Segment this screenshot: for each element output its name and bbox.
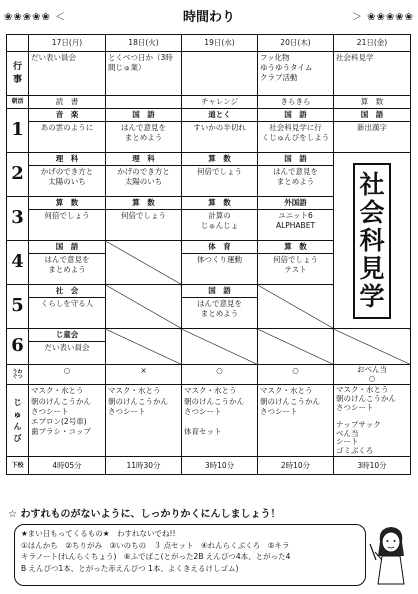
daily-items-box <box>14 524 366 586</box>
lesson-topic: あの雲のように <box>40 123 94 133</box>
teacher-illustration-icon <box>368 522 414 588</box>
event-cell: 社会科見学 <box>334 52 411 96</box>
field-trip-char: 社 <box>359 169 385 199</box>
side-label-gekou: 下校 <box>7 457 29 475</box>
page-title: 時間わり <box>182 10 235 25</box>
flower-decoration-left: ❀❀❀❀❀ ＜ <box>4 12 67 23</box>
no-class-cell <box>334 329 411 365</box>
field-trip-cell <box>334 153 411 329</box>
no-class-cell <box>258 329 334 365</box>
subject-label: 算 数 <box>182 198 257 210</box>
subject-label: 算 数 <box>182 154 257 166</box>
uwagutsu-cell: ○ <box>182 365 258 385</box>
preparation-cell: マスク・水とう 朝のけんこうかん さつシート 体育セット <box>182 385 258 457</box>
no-class-cell <box>182 329 258 365</box>
event-cell: とくべつ日か（3時間じゅ業） <box>106 52 182 96</box>
lesson-topic: 何倍でしょう <box>197 167 242 177</box>
period-5-label: 5 <box>7 285 29 329</box>
lesson-topic: 何倍でしょう <box>121 211 166 221</box>
morning-activity-cell: 読 書 <box>29 96 106 109</box>
field-trip-char: 学 <box>359 281 385 311</box>
lesson-cell <box>258 153 334 197</box>
no-class-cell <box>258 285 334 329</box>
field-trip-banner <box>353 163 390 319</box>
uwagutsu-cell: ○ <box>258 365 334 385</box>
lesson-cell <box>182 153 258 197</box>
subject-label: 道とく <box>182 110 257 122</box>
daily-items-heading: ★まい日もってくるもの★ わすれないでね!! <box>21 529 176 538</box>
preparation-cell: マスク・水とう 朝のけんこうかん さつシート <box>106 385 182 457</box>
day-header: 20日(木) <box>258 35 334 52</box>
reminder-notice: ☆ わすれものがないように、しっかりかくにんしましょう！ <box>8 509 281 520</box>
lesson-cell <box>182 241 258 285</box>
period-6-label: 6 <box>7 329 29 365</box>
subject-label: 国 語 <box>334 110 410 122</box>
subject-label: じ童会 <box>29 330 105 342</box>
morning-activity-cell: 算 数 <box>334 96 411 109</box>
corner-cell <box>7 35 29 52</box>
day-header: 21日(金) <box>334 35 411 52</box>
side-label-asakatsu: 朝活 <box>7 96 29 109</box>
header <box>0 0 418 30</box>
lesson-cell <box>182 109 258 153</box>
morning-activity-cell: きらきら <box>258 96 334 109</box>
field-trip-char: 科 <box>359 225 385 255</box>
lesson-cell <box>258 197 334 241</box>
day-header: 17日(月) <box>29 35 106 52</box>
lesson-topic: すいかの半切れ <box>193 123 246 133</box>
side-label-gyoji: 行 事 <box>7 52 29 96</box>
lesson-cell <box>258 109 334 153</box>
lesson-topic: 体つくり運動 <box>197 255 242 265</box>
subject-label: 社 会 <box>29 286 105 298</box>
lesson-topic: 何倍でしょう <box>44 211 90 221</box>
subject-label: 国 語 <box>29 242 105 254</box>
day-header: 19日(水) <box>182 35 258 52</box>
event-cell <box>182 52 258 96</box>
schedule-table <box>6 34 411 475</box>
lesson-topic: はんで意見を まとめよう <box>121 123 166 143</box>
subject-label: 国 語 <box>182 286 257 298</box>
daily-items-line: ①はんかち ②ちりがみ ③いのちの ３ 点セット ④れんらくぶくろ ⑤キラ <box>21 540 290 550</box>
lesson-cell <box>29 153 106 197</box>
field-trip-char: 見 <box>359 253 385 283</box>
lesson-cell <box>106 197 182 241</box>
lesson-topic: はんで意見を まとめよう <box>44 255 90 275</box>
lesson-topic: ユニット6 ALPHABET <box>275 211 316 231</box>
lesson-cell <box>29 329 106 365</box>
subject-label: 体 育 <box>182 242 257 254</box>
lesson-topic: 社会科見学に行 くじゅんびをしよう <box>261 123 330 143</box>
lesson-cell <box>334 109 411 153</box>
lesson-topic: 新出漢字 <box>357 123 387 133</box>
subject-label: 外国語 <box>258 198 333 210</box>
dismissal-time: 11時30分 <box>106 457 182 475</box>
uwagutsu-cell: × <box>106 365 182 385</box>
lesson-topic: はんで意見を まとめよう <box>273 167 318 187</box>
lesson-topic: 計算の じゅんじょ <box>200 211 239 231</box>
lesson-cell <box>182 197 258 241</box>
preparation-cell: マスク・水とう 朝のけんこうかん さつシート <box>258 385 334 457</box>
dismissal-time: 4時05分 <box>29 457 106 475</box>
no-class-cell <box>106 329 182 365</box>
preparation-cell: マスク・水とう 朝のけんこうかん さつシート ナップサック べん当 シート ゴミぶくろ <box>334 385 411 457</box>
lesson-topic: はんで意見を まとめよう <box>197 299 242 319</box>
subject-label: 国 語 <box>258 110 333 122</box>
lesson-topic: かげのでき方と 太陽のいち <box>117 167 170 187</box>
subject-label: 算 数 <box>29 198 105 210</box>
dismissal-time: 3時10分 <box>334 457 411 475</box>
morning-activity-cell: チャレンジ <box>182 96 258 109</box>
period-4-label: 4 <box>7 241 29 285</box>
uwagutsu-cell: おべん当 ○ <box>334 365 411 385</box>
no-class-cell <box>106 241 182 285</box>
daily-items-line: キラノート(れんらくちょう) ⑥ふでばこ(とがった2B えんぴつ4本、とがった4 <box>21 552 291 562</box>
subject-label: 国 語 <box>106 110 181 122</box>
lesson-topic: かげのでき方と 太陽のいち <box>40 167 94 187</box>
flower-decoration-right: ＞ ❀❀❀❀❀ <box>351 12 414 23</box>
period-3-label: 3 <box>7 197 29 241</box>
no-class-cell <box>106 285 182 329</box>
lesson-cell <box>106 153 182 197</box>
lesson-cell <box>29 109 106 153</box>
period-1-label: 1 <box>7 109 29 153</box>
daily-items-line: B えんぴつ1本、とがった赤えんぴつ 1本、よくきえるけしゴム) <box>21 563 239 573</box>
side-label-uwagutsu: うわ ぐつ <box>7 365 29 385</box>
lesson-topic: だい表い員会 <box>44 343 90 353</box>
lesson-cell <box>106 109 182 153</box>
field-trip-char: 会 <box>359 197 385 227</box>
event-cell: フッ化物 ゆうゆうタイム クラブ活動 <box>258 52 334 96</box>
morning-activity-cell <box>106 96 182 109</box>
subject-label: 音 楽 <box>29 110 105 122</box>
period-2-label: 2 <box>7 153 29 197</box>
dismissal-time: 3時10分 <box>182 457 258 475</box>
preparation-cell: マスク・水とう 朝のけんこうかん さつシート エプロン(2号車) 歯ブラシ・コップ <box>29 385 106 457</box>
subject-label: 算 数 <box>106 198 181 210</box>
lesson-cell <box>182 285 258 329</box>
day-header: 18日(火) <box>106 35 182 52</box>
uwagutsu-cell: ○ <box>29 365 106 385</box>
lesson-cell <box>258 241 334 285</box>
event-cell: だい表い員会 <box>29 52 106 96</box>
lesson-topic: くらしを守る人 <box>40 299 94 309</box>
side-label-junbi: じ ゅ ん び <box>7 385 29 457</box>
lesson-cell <box>29 197 106 241</box>
subject-label: 理 科 <box>29 154 105 166</box>
subject-label: 理 科 <box>106 154 181 166</box>
dismissal-time: 2時10分 <box>258 457 334 475</box>
lesson-topic: 何倍でしょう テスト <box>273 255 318 275</box>
subject-label: 算 数 <box>258 242 333 254</box>
subject-label: 国 語 <box>258 154 333 166</box>
lesson-cell <box>29 285 106 329</box>
lesson-cell <box>29 241 106 285</box>
